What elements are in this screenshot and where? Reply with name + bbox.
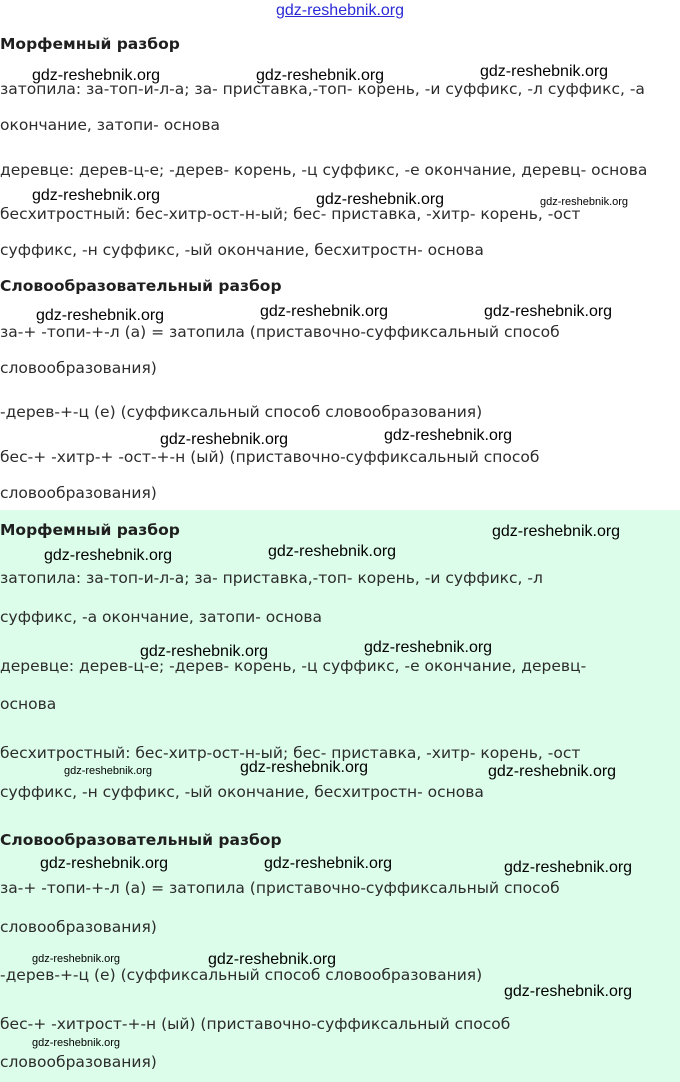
watermark-text: gdz-reshebnik.org bbox=[40, 855, 169, 872]
morpheme-heading: Морфемный разбор bbox=[0, 35, 180, 53]
answer-block-1 bbox=[0, 26, 680, 510]
watermark-text: gdz-reshebnik.org bbox=[240, 759, 369, 776]
watermark-text: gdz-reshebnik.org bbox=[504, 983, 633, 1000]
wordformation-line: за-+ -топи-+-л (а) = затопила (приставочно-суффиксальный способ bbox=[0, 323, 560, 341]
morpheme-line: затопила: за-топ-и-л-а; за- приставка,-топ- корень, -и суффикс, -л суффикс, -а bbox=[0, 80, 645, 98]
watermark-text: gdz-reshebnik.org bbox=[384, 427, 513, 444]
wordformation-line: словообразования) bbox=[0, 918, 157, 936]
morpheme-line: суффикс, -н суффикс, -ый окончание, бесхитростн- основа bbox=[0, 241, 484, 259]
watermark-text: gdz-reshebnik.org bbox=[484, 303, 613, 320]
top-watermark-link[interactable]: gdz-reshebnik.org bbox=[275, 2, 405, 19]
watermark-text: gdz-reshebnik.org bbox=[268, 543, 397, 560]
wordformation-line: словообразования) bbox=[0, 1053, 157, 1071]
wordformation-line: за-+ -топи-+-л (а) = затопила (приставочно-суффиксальный способ bbox=[0, 879, 560, 897]
watermark-text: gdz-reshebnik.org bbox=[316, 191, 445, 208]
wordformation-line: словообразования) bbox=[0, 484, 157, 502]
morpheme-line: деревце: дерев-ц-е; -дерев- корень, -ц суффикс, -е окончание, деревц- основа bbox=[0, 161, 648, 179]
morpheme-line: бесхитростный: бес-хитр-ост-н-ый; бес- приставка, -хитр- корень, -ост bbox=[0, 744, 581, 762]
watermark-text: gdz-reshebnik.org bbox=[64, 765, 153, 777]
watermark-text: gdz-reshebnik.org bbox=[264, 855, 393, 872]
wordformation-line: бес-+ -хитрост-+-н (ый) (приставочно-суффиксальный способ bbox=[0, 1015, 511, 1033]
watermark-text: gdz-reshebnik.org bbox=[140, 643, 269, 660]
watermark-text: gdz-reshebnik.org bbox=[260, 303, 389, 320]
morpheme-line: бесхитростный: бес-хитр-ост-н-ый; бес- приставка, -хитр- корень, -ост bbox=[0, 205, 581, 223]
watermark-text: gdz-reshebnik.org bbox=[32, 67, 161, 84]
watermark-text: gdz-reshebnik.org bbox=[488, 763, 617, 780]
watermark-text: gdz-reshebnik.org bbox=[492, 523, 621, 540]
morpheme-line: затопила: за-топ-и-л-а; за- приставка,-топ- корень, -и суффикс, -л bbox=[0, 569, 543, 587]
wordformation-heading: Словообразовательный разбор bbox=[0, 831, 282, 849]
watermark-text: gdz-reshebnik.org bbox=[256, 67, 385, 84]
watermark-text: gdz-reshebnik.org bbox=[32, 187, 161, 204]
watermark-text: gdz-reshebnik.org bbox=[504, 859, 633, 876]
morpheme-line: окончание, затопи- основа bbox=[0, 116, 220, 134]
morpheme-line: деревце: дерев-ц-е; -дерев- корень, -ц суффикс, -е окончание, деревц- bbox=[0, 657, 587, 675]
watermark-text: gdz-reshebnik.org bbox=[32, 1037, 121, 1049]
watermark-text: gdz-reshebnik.org bbox=[160, 431, 289, 448]
morpheme-line: основа bbox=[0, 695, 57, 713]
morpheme-line: суффикс, -н суффикс, -ый окончание, бесхитростн- основа bbox=[0, 783, 484, 801]
morpheme-heading: Морфемный разбор bbox=[0, 521, 180, 539]
watermark-text: gdz-reshebnik.org bbox=[36, 307, 165, 324]
watermark-text: gdz-reshebnik.org bbox=[208, 951, 337, 968]
wordformation-line: бес-+ -хитр-+ -ост-+-н (ый) (приставочно-суффиксальный способ bbox=[0, 448, 540, 466]
wordformation-line: -дерев-+-ц (е) (суффиксальный способ словообразования) bbox=[0, 403, 483, 421]
wordformation-line: словообразования) bbox=[0, 359, 157, 377]
watermark-text: gdz-reshebnik.org bbox=[364, 639, 493, 656]
watermark-text: gdz-reshebnik.org bbox=[540, 196, 629, 208]
watermark-text: gdz-reshebnik.org bbox=[32, 953, 121, 965]
wordformation-heading: Словообразовательный разбор bbox=[0, 277, 282, 295]
morpheme-line: суффикс, -а окончание, затопи- основа bbox=[0, 608, 322, 626]
watermark-text: gdz-reshebnik.org bbox=[480, 63, 609, 80]
wordformation-line: -дерев-+-ц (е) (суффиксальный способ словообразования) bbox=[0, 966, 483, 984]
watermark-text: gdz-reshebnik.org bbox=[44, 547, 173, 564]
